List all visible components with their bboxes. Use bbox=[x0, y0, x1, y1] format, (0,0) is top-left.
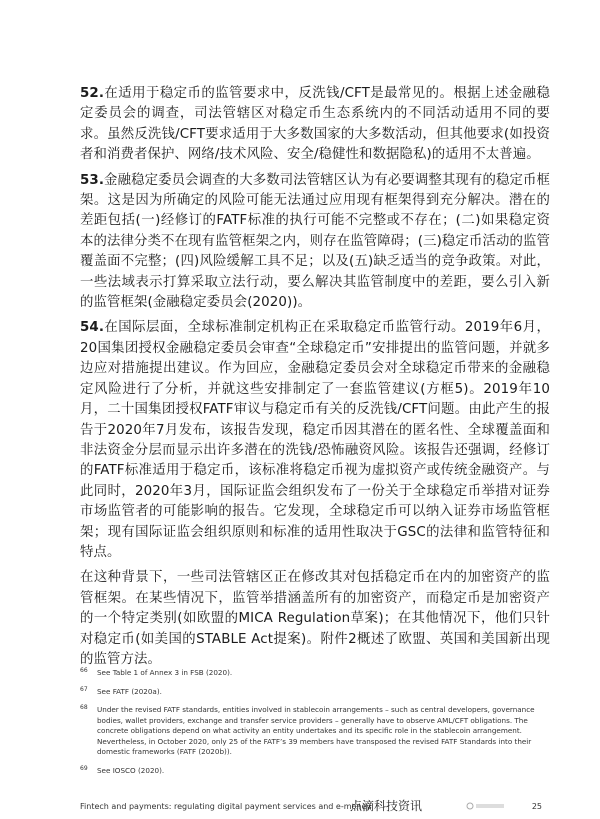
footer-title: Fintech and payments: regulating digital payment services and e-money bbox=[80, 802, 372, 811]
footnote bbox=[80, 766, 550, 777]
footnotes bbox=[80, 668, 550, 784]
paragraph-54 bbox=[80, 318, 550, 563]
footnote bbox=[80, 705, 550, 758]
footnote-number: 69 bbox=[80, 764, 88, 772]
footnote-text: See Table 1 of Annex 3 in FSB (2020). bbox=[97, 668, 233, 677]
paragraph-text: 金融稳定委员会调查的大多数司法管辖区认为有必要调整其现有的稳定币框架。这是因为所确定的风险可能无法通过应用现有框架得到充分解决。潜在的差距包括(一)经修订的FATF标准的执行可能不完整或不存在；(二)如果稳定资本的法律分类不在现有监管框架之内，则存在监管障碍；(三)稳定币活动的监管覆盖面不完整；(四)风险缓解工具不足；以及(五)缺乏适当的竞争政策。对此，一些法域表示打算采取立法行动，要么解决其监管制度中的差距，要么引入新的监管框架(金融稳定委员会(2020))。 bbox=[80, 172, 550, 311]
paragraph-number: 52. bbox=[80, 86, 105, 101]
footnote-text: Under the revised FATF standards, entities involved in stablecoin arrangements – such as central developers, governance bodies, wallet providers, exchange and transfer service providers – generally have to observe AML/CFT obligations. The concrete obligations depend on what activity an entity undertakes and its specific role in the stablecoin arrangement. Nevertheless, in October 2020, only 25 of the FATF’s 39 members have transposed the revised FATF Standards into their domestic frameworks (FATF (2020b)). bbox=[97, 705, 535, 756]
page-footer bbox=[80, 799, 550, 813]
body-text bbox=[80, 84, 550, 675]
paragraph-number: 54. bbox=[80, 320, 105, 336]
footnote-text: See IOSCO (2020). bbox=[97, 765, 165, 775]
paragraph-52 bbox=[80, 84, 550, 166]
page-number: 25 bbox=[531, 802, 542, 811]
paragraph-text: 在国际层面，全球标准制定机构正在采取稳定币监管行动。2019年6月，20国集团授权金融稳定委员会审查“全球稳定币”安排提出的监管问题，并就多边应对措施提出建议。作为回应，金融稳定委员会对全球稳定币带来的金融稳定风险进行了分析，并就这些安排制定了一套监管建议(方框5)。2019年10月，二十国集团授权FATF审议与稳定币有关的反洗钱/CFT问题。由此产生的报告于2020年7月发布，该报告发现，稳定币因其潜在的匿名性、全球覆盖面和非法资金分层而显示出许多潜在的洗钱/恐怖融资风险。该报告还强调，经修订的FATF标准适用于稳定币，该标准将稳定币视为虚拟资产或传统金融资产。与此同时，2020年3月，国际证监会组织发布了一份关于全球稳定币举措对证券市场监管者的可能影响的报告。它发现，全球稳定币可以纳入证券市场监管框架；现有国际证监会组织原则和标准的适用性取决于GSC的法律和监管特征和特点。 bbox=[80, 320, 550, 560]
footnote bbox=[80, 687, 550, 698]
footnote-text: See FATF (2020a). bbox=[97, 686, 162, 696]
watermark-logo-icon bbox=[466, 801, 506, 811]
footnote-number: 67 bbox=[80, 685, 88, 693]
paragraph-context bbox=[80, 568, 550, 670]
paragraph-53 bbox=[80, 171, 550, 314]
paragraph-text: 在这种背景下，一些司法管辖区正在修改其对包括稳定币在内的加密资产的监管框架。在某些情况下，监管举措涵盖所有的加密资产，而稳定币是加密资产的一个特定类别(如欧盟的MICA Regulation草案)；在其他情况下，他们只针对稳定币(如美国的STABLE Act提案)。附件2概述了欧盟、英国和美国新出现的监管方法。 bbox=[80, 570, 550, 667]
footnote-number: 68 bbox=[80, 704, 88, 711]
footnote-number: 66 bbox=[80, 667, 88, 674]
watermark: 点滴科技资讯 bbox=[350, 799, 423, 813]
paragraph-text: 在适用于稳定币的监管要求中，反洗钱/CFT是最常见的。根据上述金融稳定委员会的调查，司法管辖区对稳定币生态系统内的不同活动适用不同的要求。虽然反洗钱/CFT要求适用于大多数国家的大多数活动，但其他要求(如投资者和消费者保护、网络/技术风险、安全/稳健性和数据隐私)的适用不太普遍。 bbox=[80, 86, 550, 163]
footnote bbox=[80, 668, 550, 679]
paragraph-number: 53. bbox=[80, 172, 105, 188]
